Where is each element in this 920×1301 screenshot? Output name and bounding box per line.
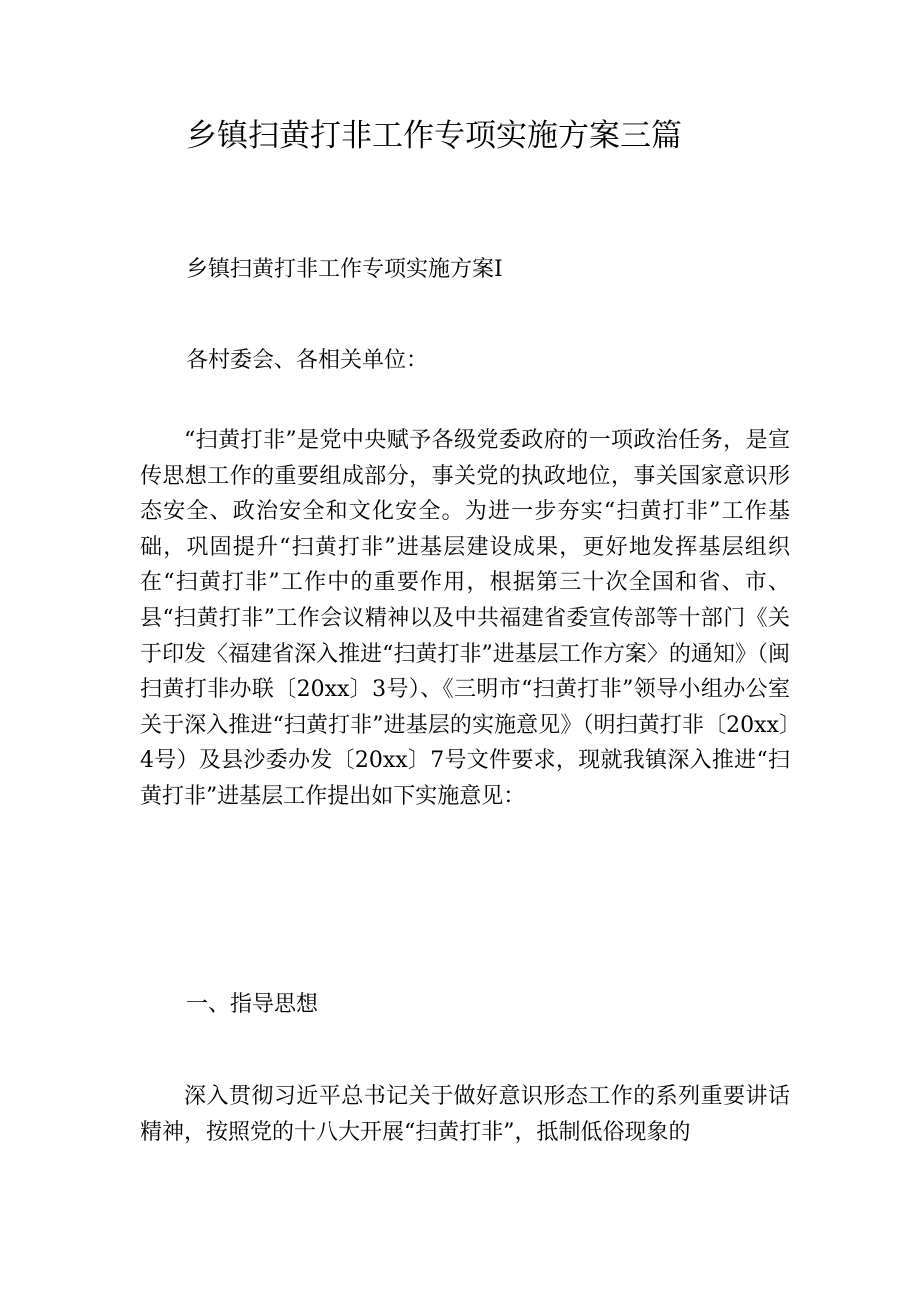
section-subtitle: 乡镇扫黄打非工作专项实施方案Ⅰ xyxy=(186,257,503,282)
section-heading-guiding-thought: 一、指导思想 xyxy=(186,992,319,1017)
salutation: 各村委会、各相关单位： xyxy=(186,348,429,373)
body-paragraph: 深入贯彻习近平总书记关于做好意识形态工作的系列重要讲话精神，按照党的十八大开展“扫黄打非”，抵制低俗现象的 xyxy=(140,1084,790,1145)
body-paragraph: “扫黄打非”是党中央赋予各级党委政府的一项政治任务，是宣传思想工作的重要组成部分，事关党的执政地位，事关国家意识形态安全、政治安全和文化安全。为进一步夯实“扫黄打非”工作基础，巩固提升“扫黄打非”进基层建设成果，更好地发挥基层组织在“扫黄打非”工作中的重要作用，根据第三十次全国和省、市、县“扫黄打非”工作会议精神以及中共福建省委宣传部等十部门《关于印发〈福建省深入推进“扫黄打非”进基层工作方案〉的通知》（闽扫黄打非办联〔20xx〕3号）、《三明市“扫黄打非”领导小组办公室关于深入推进“扫黄打非”进基层的实施意见》（明扫黄打非〔20xx〕4号）及县沙委办发〔20xx〕7号文件要求，现就我镇深入推进“扫黄打非”进基层工作提出如下实施意见： xyxy=(140,428,790,809)
document-title: 乡镇扫黄打非工作专项实施方案三篇 xyxy=(186,118,682,154)
